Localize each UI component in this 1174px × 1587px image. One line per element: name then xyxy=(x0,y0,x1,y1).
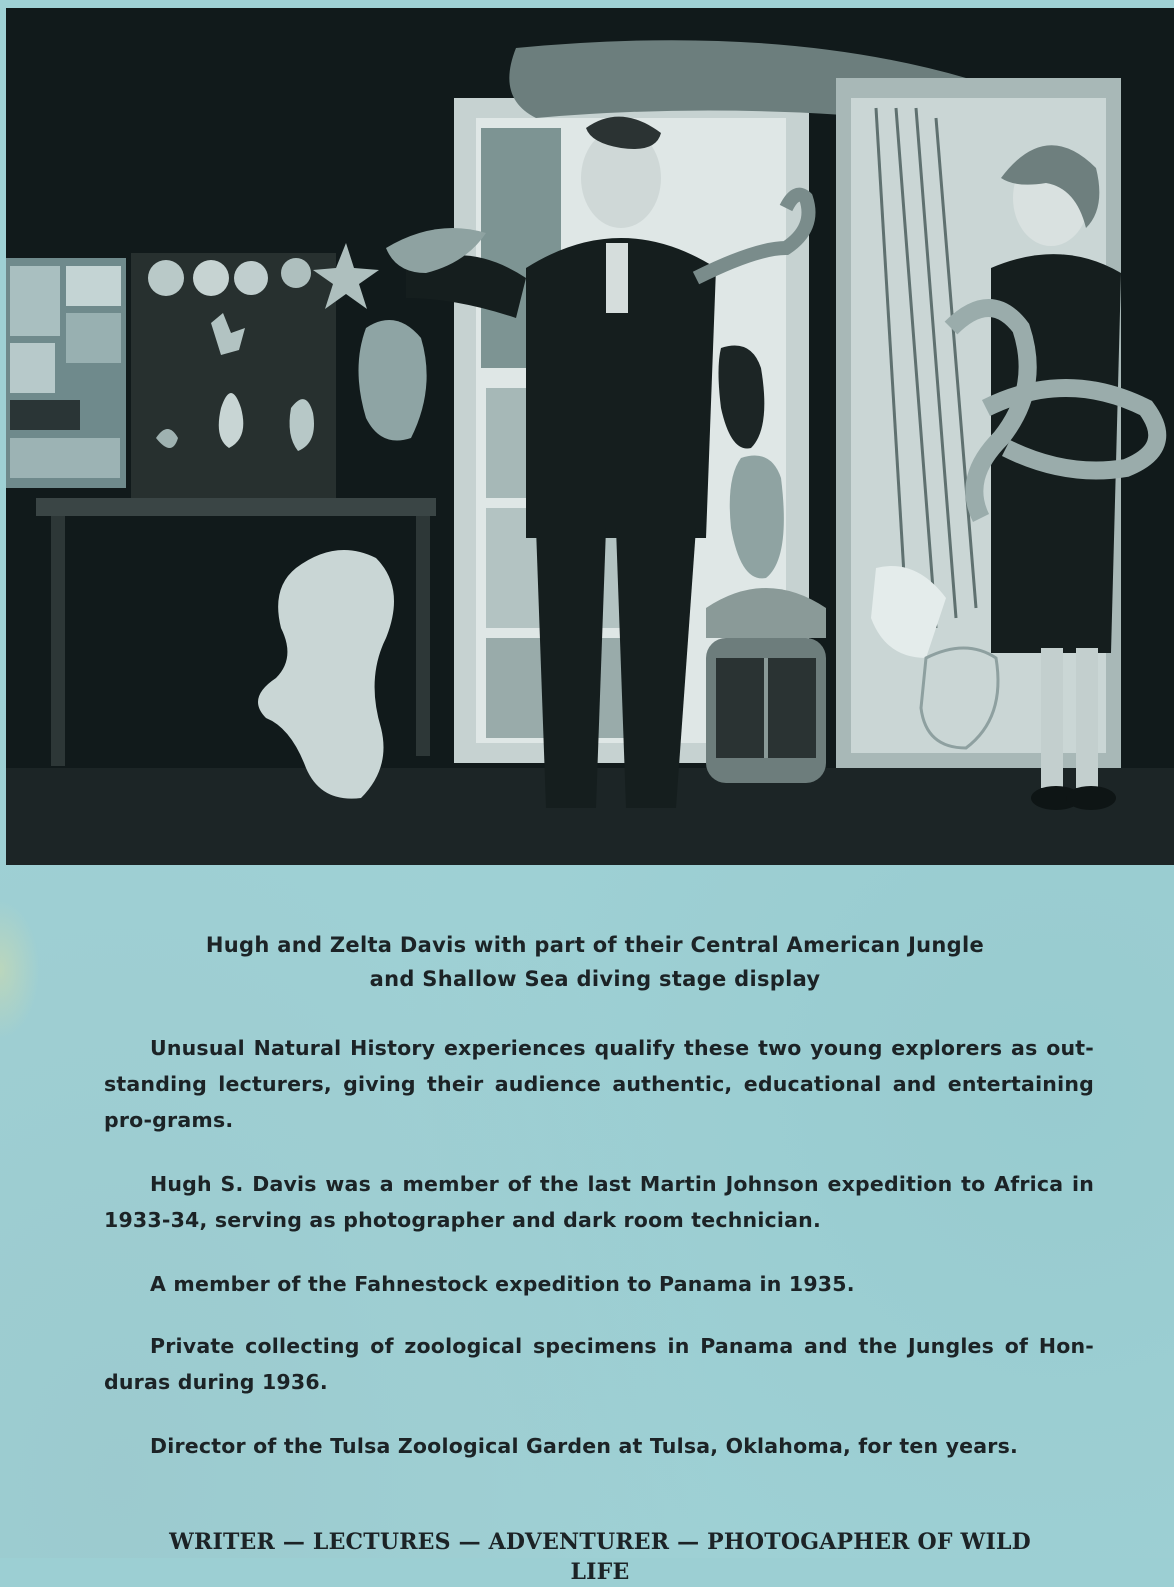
paragraph-tulsa-zoo: Director of the Tulsa Zoological Garden at Tulsa, Oklahoma, for ten years. xyxy=(150,1434,1018,1458)
paragraph-johnson-expedition: Hugh S. Davis was a member of the last Martin Johnson expedition to Africa in 1933-34, serving as photographer and dark room technician. xyxy=(104,1172,1094,1232)
paragraph-fahnestock-expedition: A member of the Fahnestock expedition to Panama in 1935. xyxy=(150,1272,855,1296)
caption-line-1: Hugh and Zelta Davis with part of their Central American Jungle xyxy=(205,933,985,957)
paper-stain xyxy=(0,900,40,1040)
caption-line-2: and Shallow Sea diving stage display xyxy=(369,967,821,991)
photo-caption xyxy=(150,928,1040,996)
display-photograph xyxy=(6,8,1174,865)
paragraph-intro: Unusual Natural History experiences qualify these two young explorers as out-standing lecturers, giving their audience authentic, educational and entertaining pro-grams. xyxy=(104,1036,1094,1132)
footer-tagline: WRITER — LECTURES — ADVENTURER — PHOTOGAPHER OF WILD LIFE xyxy=(169,1529,1031,1585)
photo-illustration xyxy=(6,8,1174,865)
paragraph-private-collecting: Private collecting of zoological specimens in Panama and the Jungles of Hon-duras during 1936. xyxy=(104,1334,1094,1394)
